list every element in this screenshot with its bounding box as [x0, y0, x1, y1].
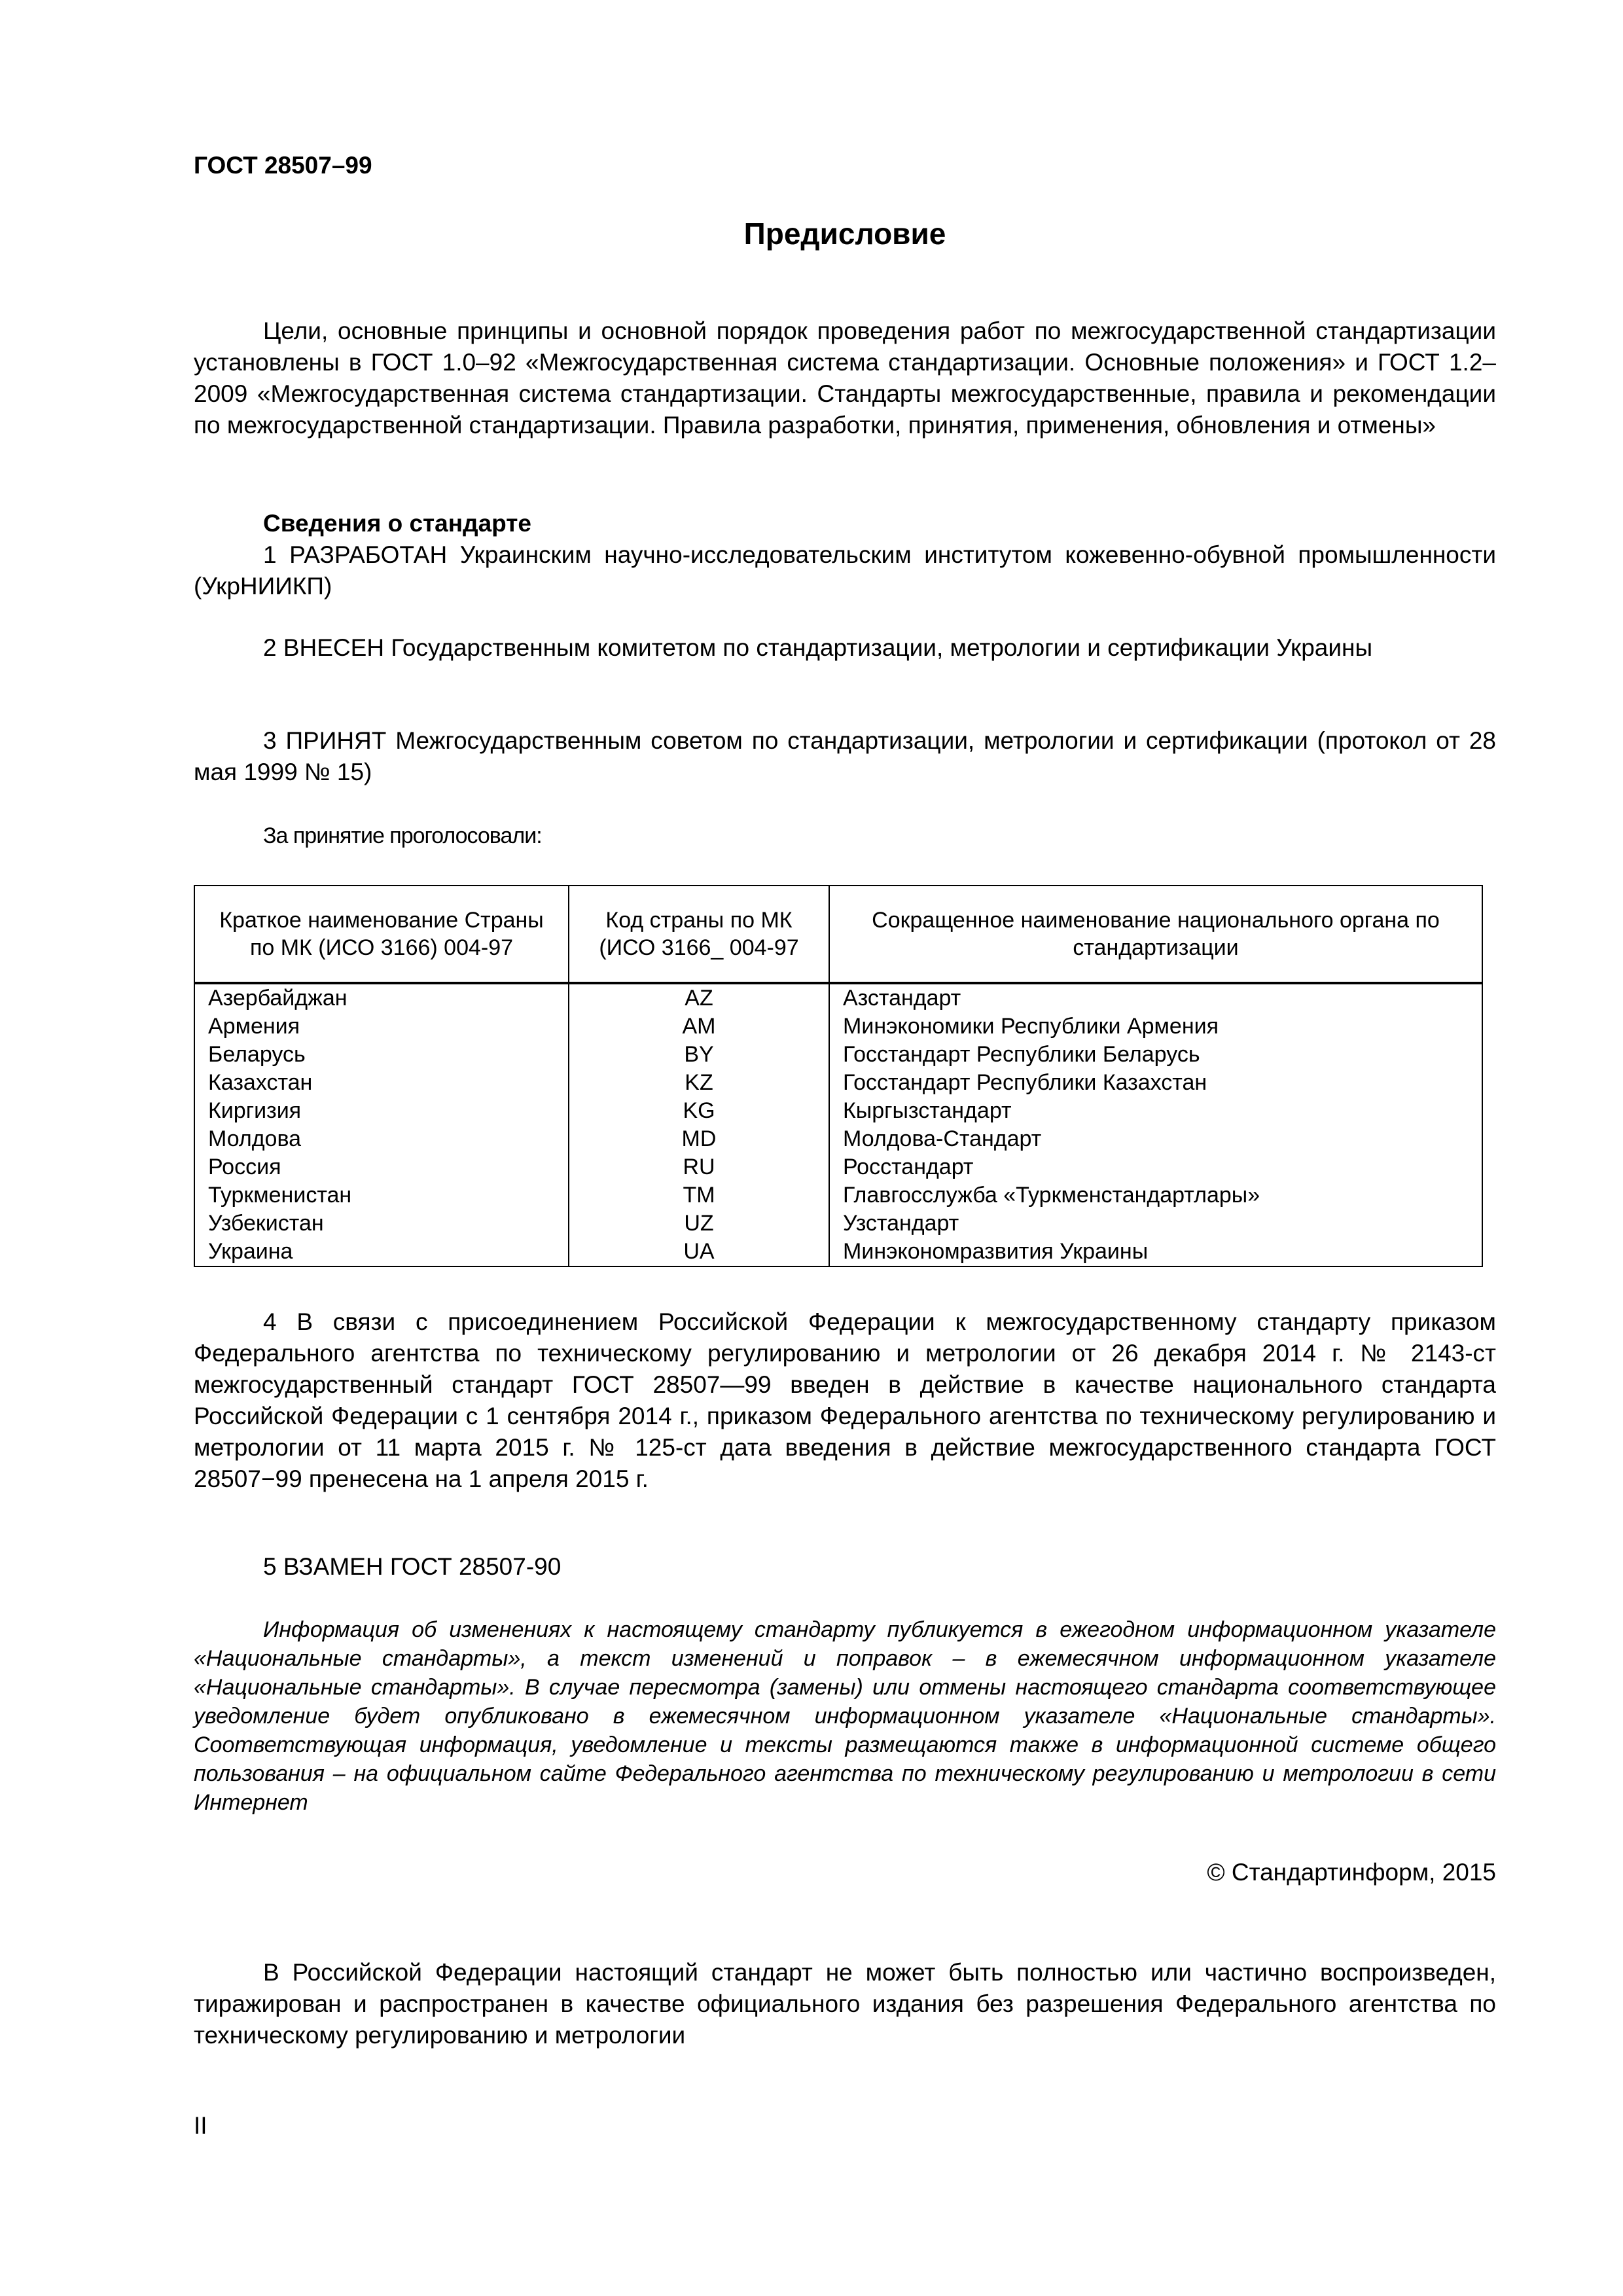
info-item-replaces: 5 ВЗАМЕН ГОСТ 28507-90: [263, 1553, 562, 1580]
table-row: [194, 1013, 1482, 1041]
table-cell-country: Молдова: [194, 1125, 569, 1153]
table-row: [194, 1097, 1482, 1125]
table-cell-body: Кыргызстандарт: [829, 1097, 1482, 1125]
table-cell-country: Украина: [194, 1238, 569, 1266]
table-cell-country: Армения: [194, 1013, 569, 1041]
page-title: Предисловие: [743, 217, 946, 251]
table-header-body: Сокращенное наименование национального органа по стандартизации: [829, 886, 1482, 983]
table-cell-code: UA: [569, 1238, 829, 1266]
restriction-paragraph: В Российской Федерации настоящий стандарт не может быть полностью или частично воспроизведен, тиражирован и распространен в качестве официального издания без разрешения Федерального агентства по техническому регулированию и метрологии: [194, 1959, 1496, 2049]
table-cell-code: MD: [569, 1125, 829, 1153]
table-cell-country: Туркменистан: [194, 1181, 569, 1210]
info-item-enacted: 4 В связи с присоединением Российской Федерации к межгосударственному стандарту приказом Федерального агентства по техническому регулированию и метрологии от 26 декабря 2014 г. № 2143-ст межгосударственный стандарт ГОСТ 28507—99 введен в действие в качестве национального стандарта Российской Федерации с 1 сентября 2014 г., приказом Федерального агентства по техническому регулированию и метрологии от 11 марта 2015 г. № 125-ст дата введения в действие межгосударственного стандарта ГОСТ 28507−99 пренесена на 1 апреля 2015 г.: [194, 1308, 1496, 1492]
table-cell-body: Росстандарт: [829, 1153, 1482, 1181]
document-code: ГОСТ 28507–99: [194, 152, 372, 179]
table-cell-body: Азстандарт: [829, 983, 1482, 1013]
table-row: [194, 1181, 1482, 1210]
table-cell-body: Минэкономразвития Украины: [829, 1238, 1482, 1266]
table-cell-code: RU: [569, 1153, 829, 1181]
voted-label: За принятие проголосовали:: [263, 823, 542, 848]
table-header-code: Код страны по МК (ИСО 3166_ 004-97: [569, 886, 829, 983]
table-row: [194, 1041, 1482, 1069]
table-cell-country: Казахстан: [194, 1069, 569, 1097]
table-row: [194, 1069, 1482, 1097]
table-row: [194, 1210, 1482, 1238]
changes-notice: Информация об изменениях к настоящему стандарту публикуется в ежегодном информационном указателе «Национальные стандарты», а текст изменений и поправок – в ежемесячном информационном указателе «Национальные стандарты». В случае пересмотра (замены) или отмены настоящего стандарта соответствующее уведомление будет опубликовано в ежемесячном информационном указателе «Национальные стандарты». Соответствующая информация, уведомление и тексты размещаются также в информационной системе общего пользования – на официальном сайте Федерального агентства по техническому регулированию и метрологии в сети Интернет: [194, 1617, 1496, 1815]
table-cell-country: Беларусь: [194, 1041, 569, 1069]
intro-paragraph: Цели, основные принципы и основной порядок проведения работ по межгосударственной стандартизации установлены в ГОСТ 1.0–92 «Межгосударственная система стандартизации. Основные положения» и ГОСТ 1.2–2009 «Межгосударственная система стандартизации. Стандарты межгосударственные, правила и рекомендации по межгосударственной стандартизации. Правила разработки, принятия, применения, обновления и отмены»: [194, 317, 1496, 439]
table-cell-body: Госстандарт Республики Беларусь: [829, 1041, 1482, 1069]
table-cell-code: TM: [569, 1181, 829, 1210]
table-cell-code: KZ: [569, 1069, 829, 1097]
table-cell-code: AM: [569, 1013, 829, 1041]
table-cell-code: KG: [569, 1097, 829, 1125]
table-row: [194, 1238, 1482, 1266]
member-states-table: [194, 885, 1483, 1267]
info-item-developed: 1 РАЗРАБОТАН Украинским научно-исследовательским институтом кожевенно-обувной промышленности (УкрНИИКП): [194, 541, 1496, 600]
copyright-line: © Стандартинформ, 2015: [1207, 1859, 1496, 1886]
table-cell-code: AZ: [569, 983, 829, 1013]
table-cell-body: Минэкономики Республики Армения: [829, 1013, 1482, 1041]
table-cell-body: Госстандарт Республики Казахстан: [829, 1069, 1482, 1097]
table-cell-country: Россия: [194, 1153, 569, 1181]
table-row: [194, 983, 1482, 1013]
page-number: II: [194, 2112, 207, 2139]
table-cell-body: Молдова-Стандарт: [829, 1125, 1482, 1153]
table-row: [194, 1125, 1482, 1153]
table-cell-code: UZ: [569, 1210, 829, 1238]
table-header-country: Краткое наименование Страны по МК (ИСО 3166) 004-97: [194, 886, 569, 983]
table-cell-body: Узстандарт: [829, 1210, 1482, 1238]
table-cell-country: Азербайджан: [194, 983, 569, 1013]
table-cell-code: BY: [569, 1041, 829, 1069]
table-cell-country: Киргизия: [194, 1097, 569, 1125]
table-header-row: [194, 886, 1482, 983]
info-item-adopted: 3 ПРИНЯТ Межгосударственным советом по стандартизации, метрологии и сертификации (протокол от 28 мая 1999 № 15): [194, 727, 1496, 785]
table-cell-body: Главгосслужба «Туркменстандартлары»: [829, 1181, 1482, 1210]
table-row: [194, 1153, 1482, 1181]
info-item-submitted: 2 ВНЕСЕН Государственным комитетом по стандартизации, метрологии и сертификации Украины: [263, 634, 1373, 661]
table-cell-country: Узбекистан: [194, 1210, 569, 1238]
standard-info-heading: Сведения о стандарте: [263, 510, 531, 537]
